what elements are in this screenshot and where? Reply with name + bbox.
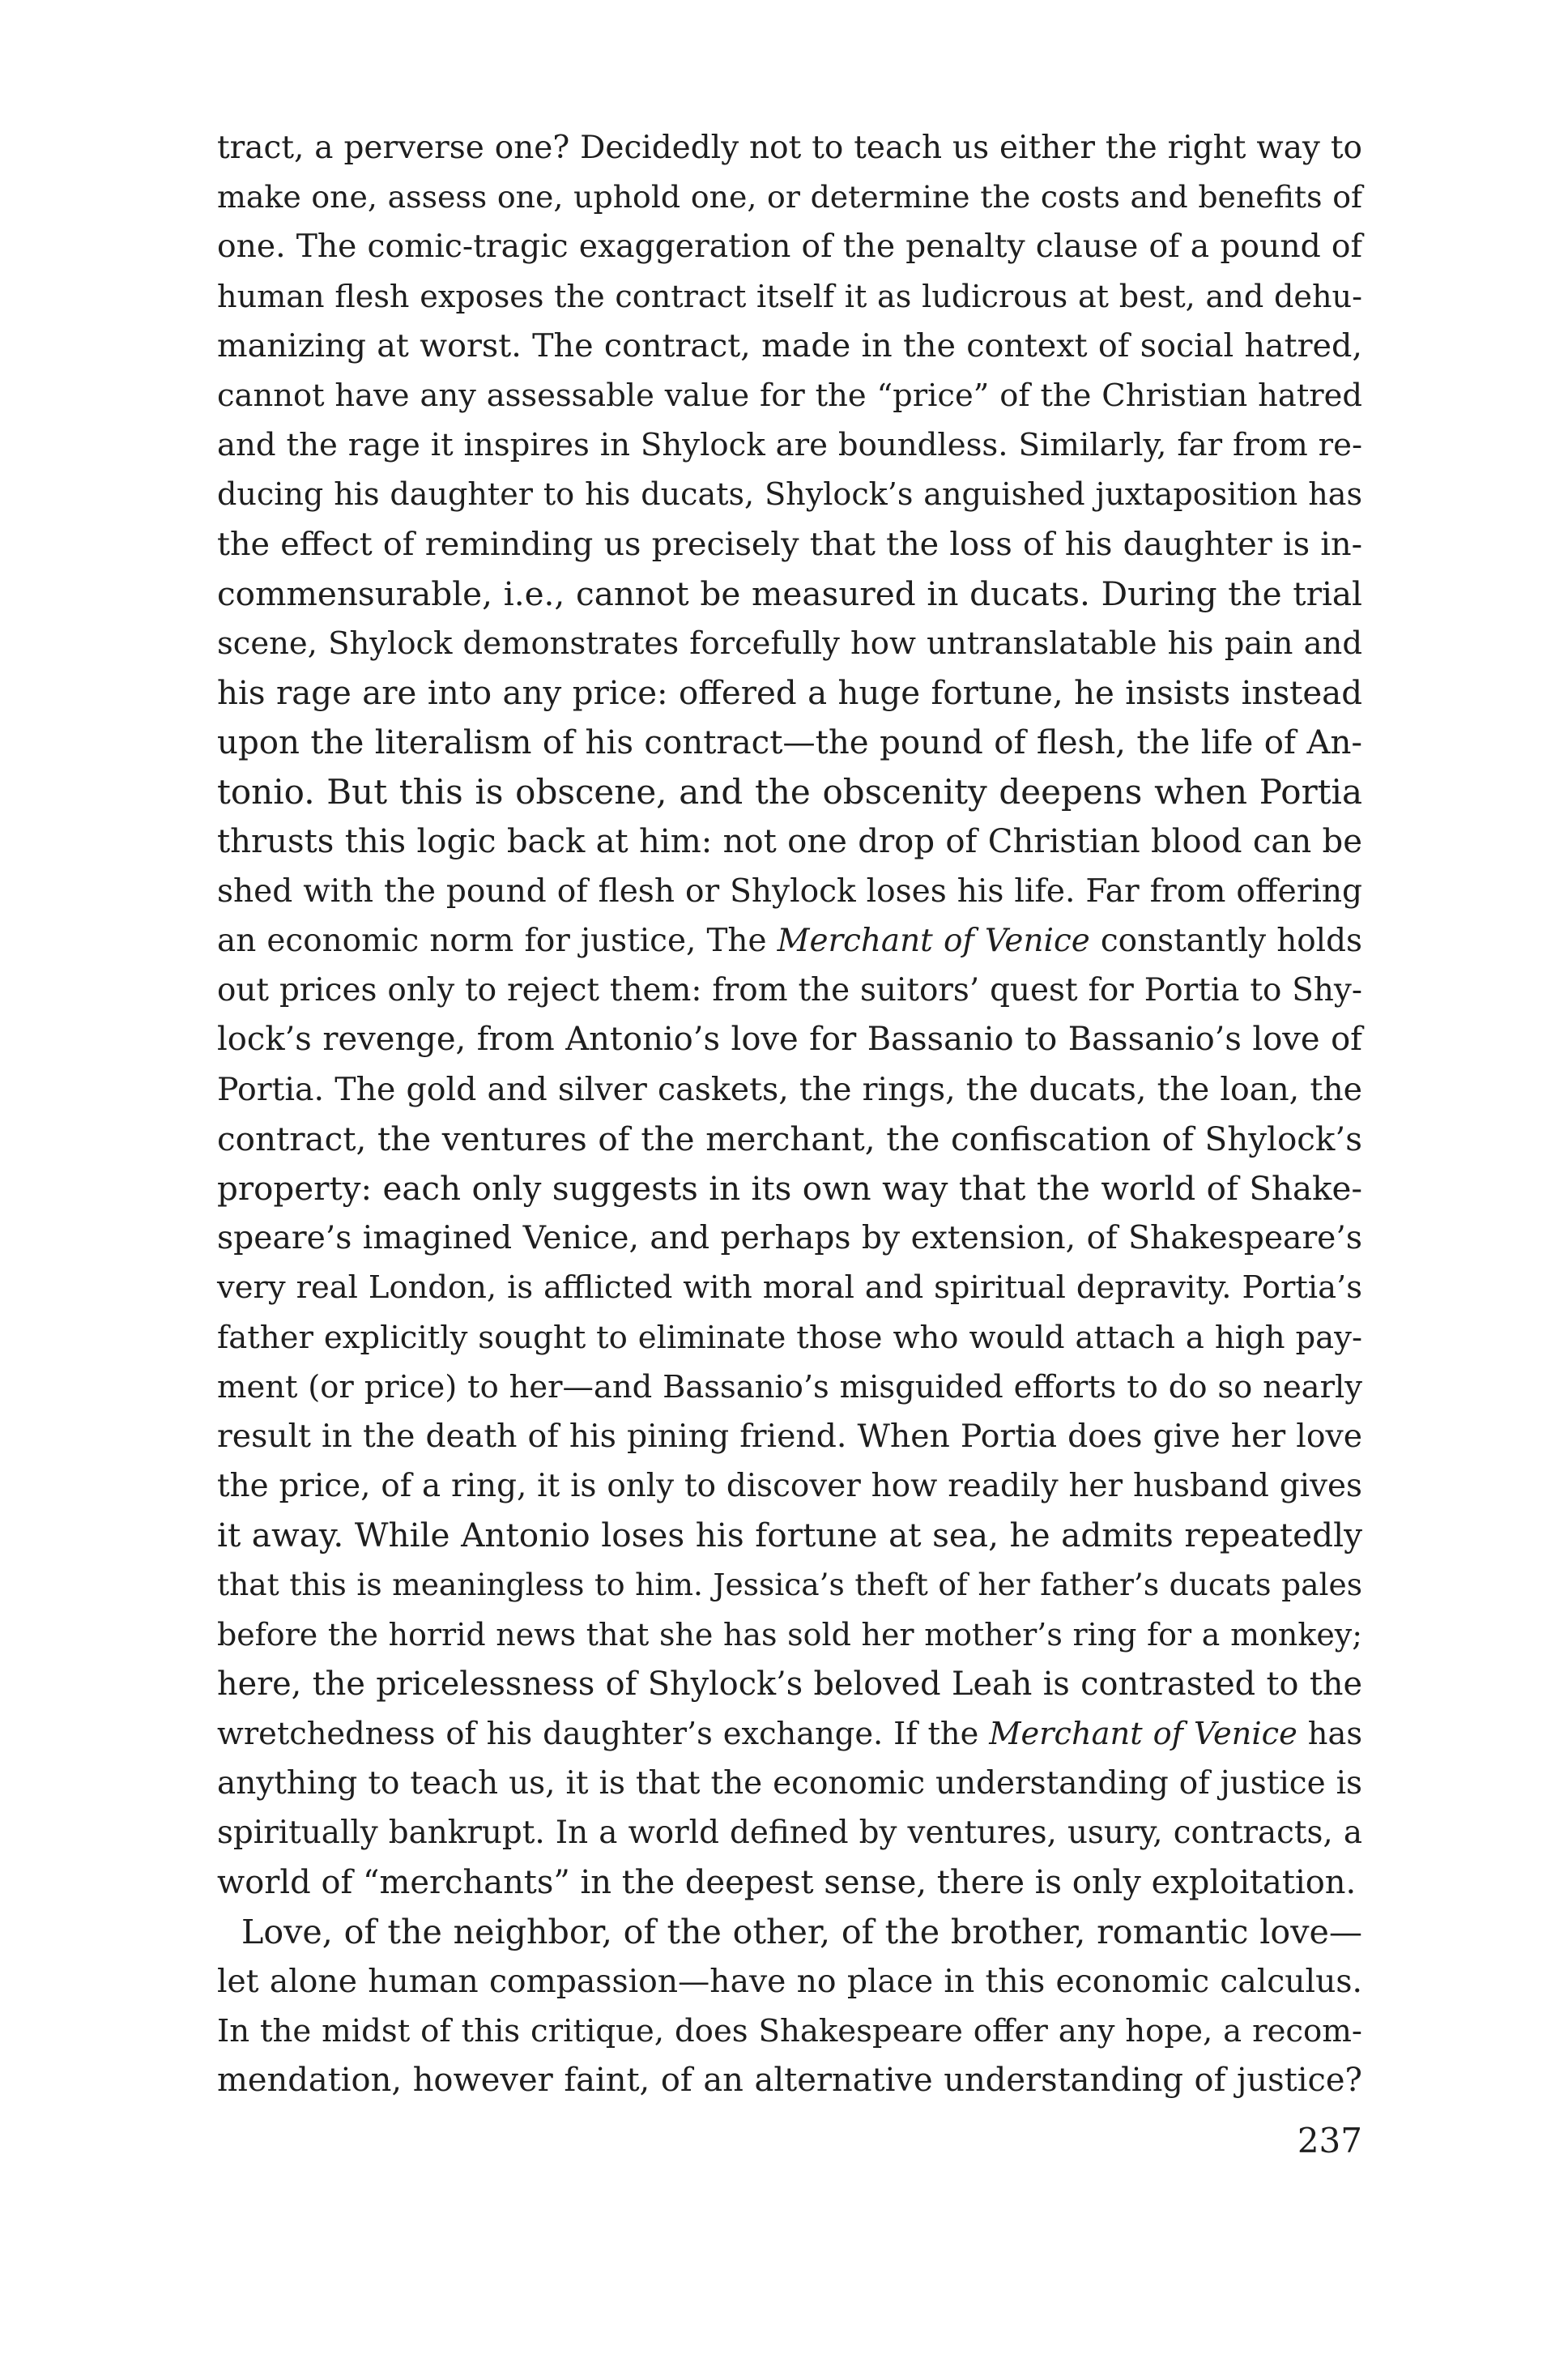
text-line: let alone human compassion—have no place in this economic calculus. — [217, 1963, 1362, 2000]
text-line: cannot have any assessable value for the “price” of the Christian hatred — [217, 377, 1362, 414]
line-text: an economic norm for justice, The — [217, 923, 778, 959]
italic-title: Merchant of Venice — [989, 1716, 1297, 1752]
page-number: 237 — [1297, 2121, 1362, 2160]
text-line: scene, Shylock demonstrates forcefully how untranslatable his pain and — [217, 625, 1362, 662]
text-line: upon the literalism of his contract—the pound of flesh, the life of An- — [217, 723, 1362, 762]
text-line: the effect of reminding us precisely that the loss of his daughter is in- — [217, 525, 1362, 563]
text-line: thrusts this logic back at him: not one drop of Christian blood can be — [217, 822, 1362, 860]
text-line: tract, a perverse one? Decidedly not to teach us either the right way to — [217, 130, 1362, 166]
text-line: lock’s revenge, from Antonio’s love for Bassanio to Bassanio’s love of — [217, 1021, 1362, 1059]
paragraph-2-first-line — [217, 1908, 1362, 1957]
text-line: it away. While Antonio loses his fortune at sea, he admits repeatedly — [217, 1516, 1362, 1555]
text-line: very real London, is afflicted with moral and spiritual depravity. Portia’s — [217, 1269, 1362, 1307]
line-text: constantly holds — [1089, 923, 1362, 959]
text-line: mendation, however faint, of an alternative understanding of justice? — [217, 2062, 1362, 2100]
text-line: the price, of a ring, it is only to discover how readily her husband gives — [217, 1468, 1362, 1505]
text-line: result in the death of his pining friend. When Portia does give her love — [217, 1417, 1362, 1455]
text-line: tonio. But this is obscene, and the obscenity deepens when Portia — [217, 772, 1362, 812]
text-line: commensurable, i.e., cannot be measured in ducats. During the trial — [217, 574, 1362, 613]
text-line: spiritually bankrupt. In a world defined by ventures, usury, contracts, a — [217, 1815, 1362, 1852]
text-line: contract, the ventures of the merchant, the confiscation of Shylock’s — [217, 1119, 1362, 1158]
text-line: father explicitly sought to eliminate those who would attach a high pay- — [217, 1319, 1362, 1356]
text-line: make one, assess one, uphold one, or determine the costs and benefits of — [217, 179, 1362, 215]
paragraph-end-line: world of “merchants” in the deepest sense, there is only exploitation. — [217, 1863, 1357, 1901]
text-line-with-title — [217, 916, 1362, 966]
text-line: ment (or price) to her—and Bassanio’s misguided efforts to do so nearly — [217, 1368, 1362, 1405]
text-line: manizing at worst. The contract, made in the context of social hatred, — [217, 326, 1362, 365]
line-text: Love, of the neighbor, of the other, of the brother, romantic love— — [241, 1912, 1362, 1951]
body-text — [217, 123, 1362, 2106]
text-line: that this is meaningless to him. Jessica’s theft of her father’s ducats pales — [217, 1567, 1362, 1603]
text-line: out prices only to reject them: from the suitors’ quest for Portia to Shy- — [217, 972, 1362, 1009]
text-line: property: each only suggests in its own way that the world of Shake- — [217, 1169, 1362, 1208]
text-line: here, the pricelessness of Shylock’s beloved Leah is contrasted to the — [217, 1665, 1362, 1703]
text-line: shed with the pound of flesh or Shylock loses his life. Far from offering — [217, 872, 1362, 910]
text-line-with-title — [217, 1709, 1362, 1759]
text-line: his rage are into any price: offered a huge fortune, he insists instead — [217, 674, 1362, 713]
text-line: speare’s imagined Venice, and perhaps by extension, of Shakespeare’s — [217, 1220, 1362, 1257]
text-line: before the horrid news that she has sold her mother’s ring for a monkey; — [217, 1616, 1362, 1653]
text-line: ducing his daughter to his ducats, Shylock’s anguished juxtaposition has — [217, 476, 1362, 513]
text-line: human flesh exposes the contract itself it as ludicrous at best, and dehu- — [217, 278, 1362, 314]
italic-title: Merchant of Venice — [777, 923, 1090, 959]
line-text: has — [1297, 1716, 1362, 1752]
text-line: and the rage it inspires in Shylock are boundless. Similarly, far from re- — [217, 427, 1362, 464]
text-line: In the midst of this critique, does Shakespeare offer any hope, a recom- — [217, 2013, 1362, 2050]
text-line: anything to teach us, it is that the economic understanding of justice is — [217, 1765, 1362, 1802]
line-text: wretchedness of his daughter’s exchange. If the — [217, 1716, 990, 1752]
text-line: one. The comic-tragic exaggeration of the penalty clause of a pound of — [217, 228, 1362, 266]
text-line: Portia. The gold and silver caskets, the rings, the ducats, the loan, the — [217, 1070, 1362, 1108]
